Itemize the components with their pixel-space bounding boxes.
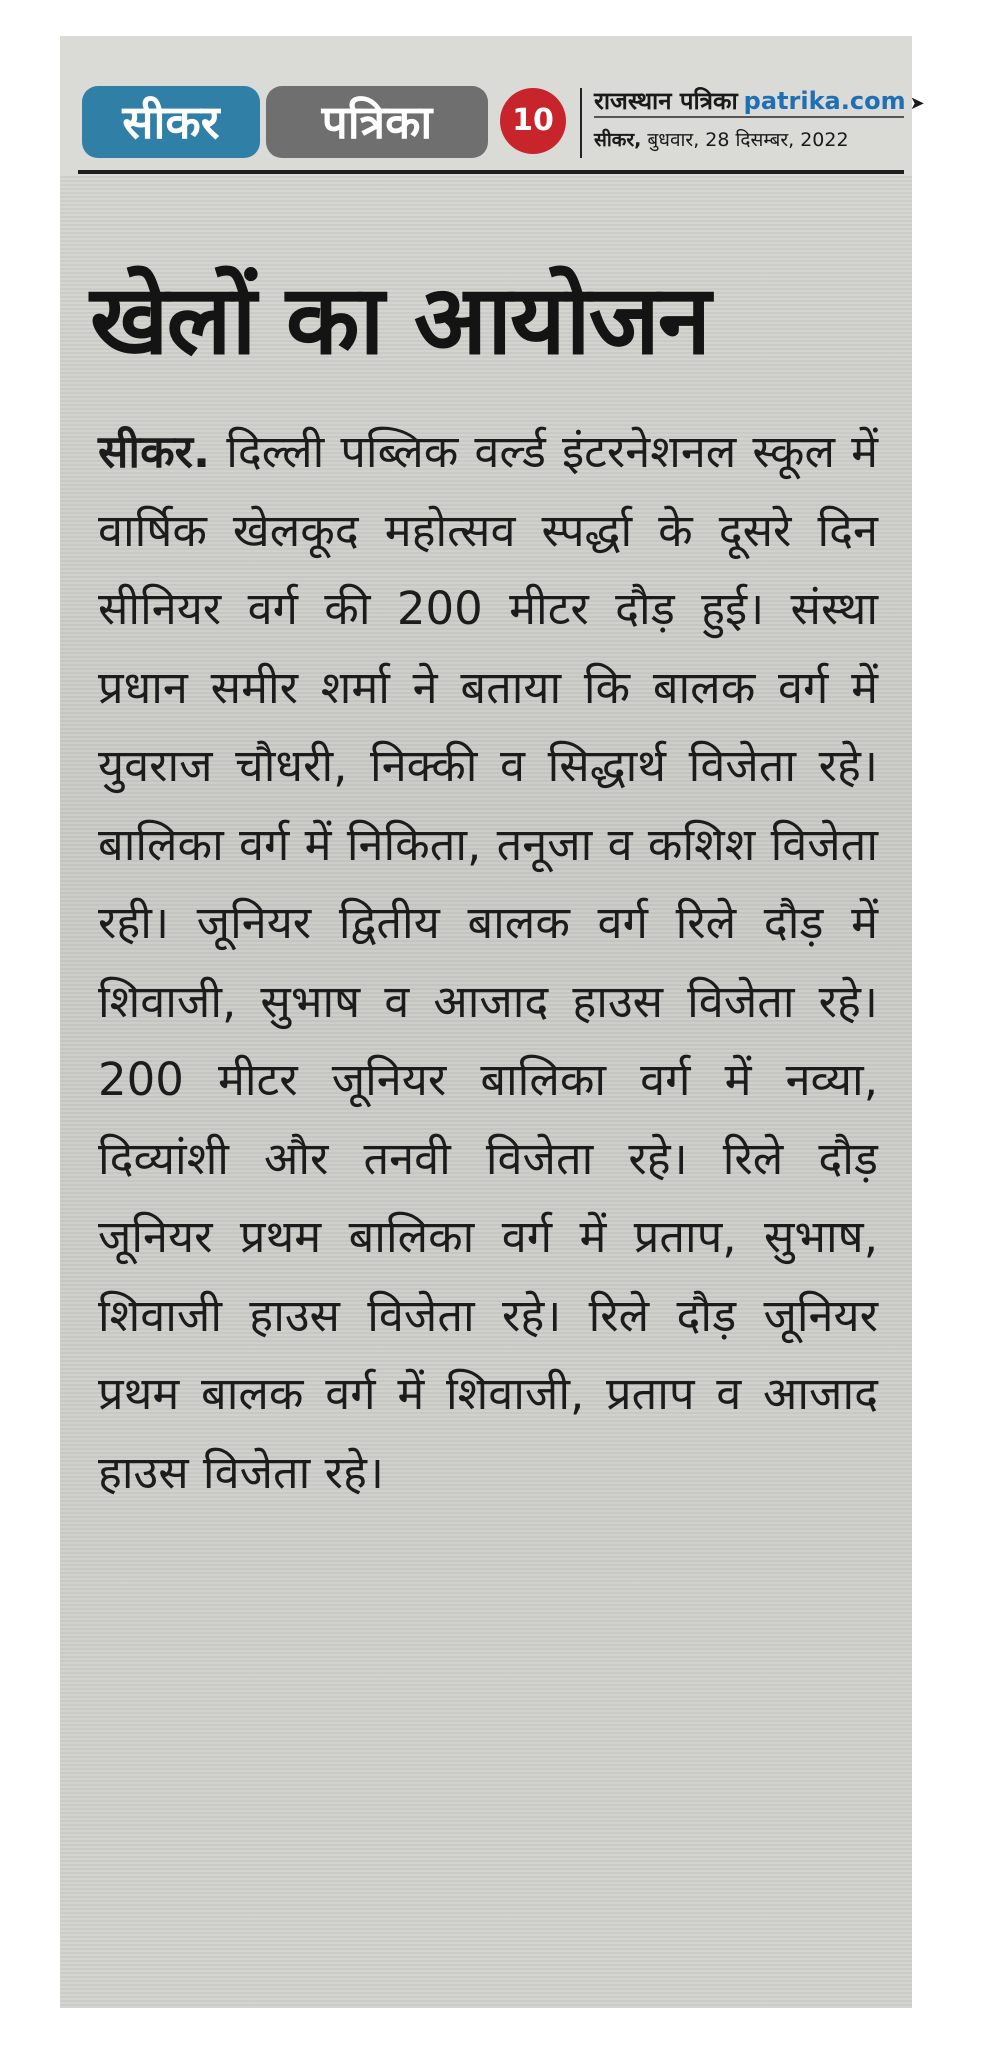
article-text: दिल्ली पब्लिक वर्ल्ड इंटरनेशनल स्कूल में वार्षिक खेलकूद महोत्सव स्पर्द्धा के दूसरे दिन सीनियर वर्ग की 200 मीटर दौड़ हुई। संस्था प्रधान समीर शर्मा ने बताया कि बालक वर्ग में युवराज चौधरी, निक्की व सिद्धार्थ विजेता रहे। बालिका वर्ग में निकिता, तनूजा व कशिश विजेता रही। जूनियर द्वितीय बालक वर्ग रिले दौड़ में शिवाजी, सुभाष व आजाद हाउस विजेता रहे। 200 मीटर जूनियर बालिका वर्ग में नव्या, दिव्यांशी और तनवी विजेता रहे। रिले दौड़ जूनियर प्रथम बालिका वर्ग में प्रताप, सुभाष, शिवाजी हाउस विजेता रहे। रिले दौड़ जूनियर प्रथम बालक वर्ग में शिवाजी, प्रताप व आजाद हाउस विजेता रहे। [98, 425, 878, 1499]
dateline-date: बुधवार, 28 दिसम्बर, 2022 [647, 129, 849, 151]
masthead [60, 36, 925, 176]
paper-badge: पत्रिका [266, 86, 488, 158]
masthead-title [594, 84, 925, 117]
page-number-badge: 10 [500, 88, 566, 154]
dateline-city: सीकर, [594, 129, 642, 151]
city-badge: सीकर [82, 86, 260, 158]
paper-name: राजस्थान पत्रिका [594, 87, 738, 115]
article-dateline: सीकर. [98, 425, 211, 478]
website-link[interactable]: patrika.com [743, 87, 906, 115]
header-rule [78, 170, 904, 174]
masthead-dateline [594, 126, 849, 152]
cursor-arrow-icon: ➤ [909, 93, 925, 114]
newspaper-clipping [60, 36, 925, 2008]
masthead-divider [580, 88, 582, 158]
article-headline: खेलों का आयोजन [90, 264, 710, 377]
article-body [98, 413, 878, 1512]
masthead-rule [594, 116, 904, 118]
